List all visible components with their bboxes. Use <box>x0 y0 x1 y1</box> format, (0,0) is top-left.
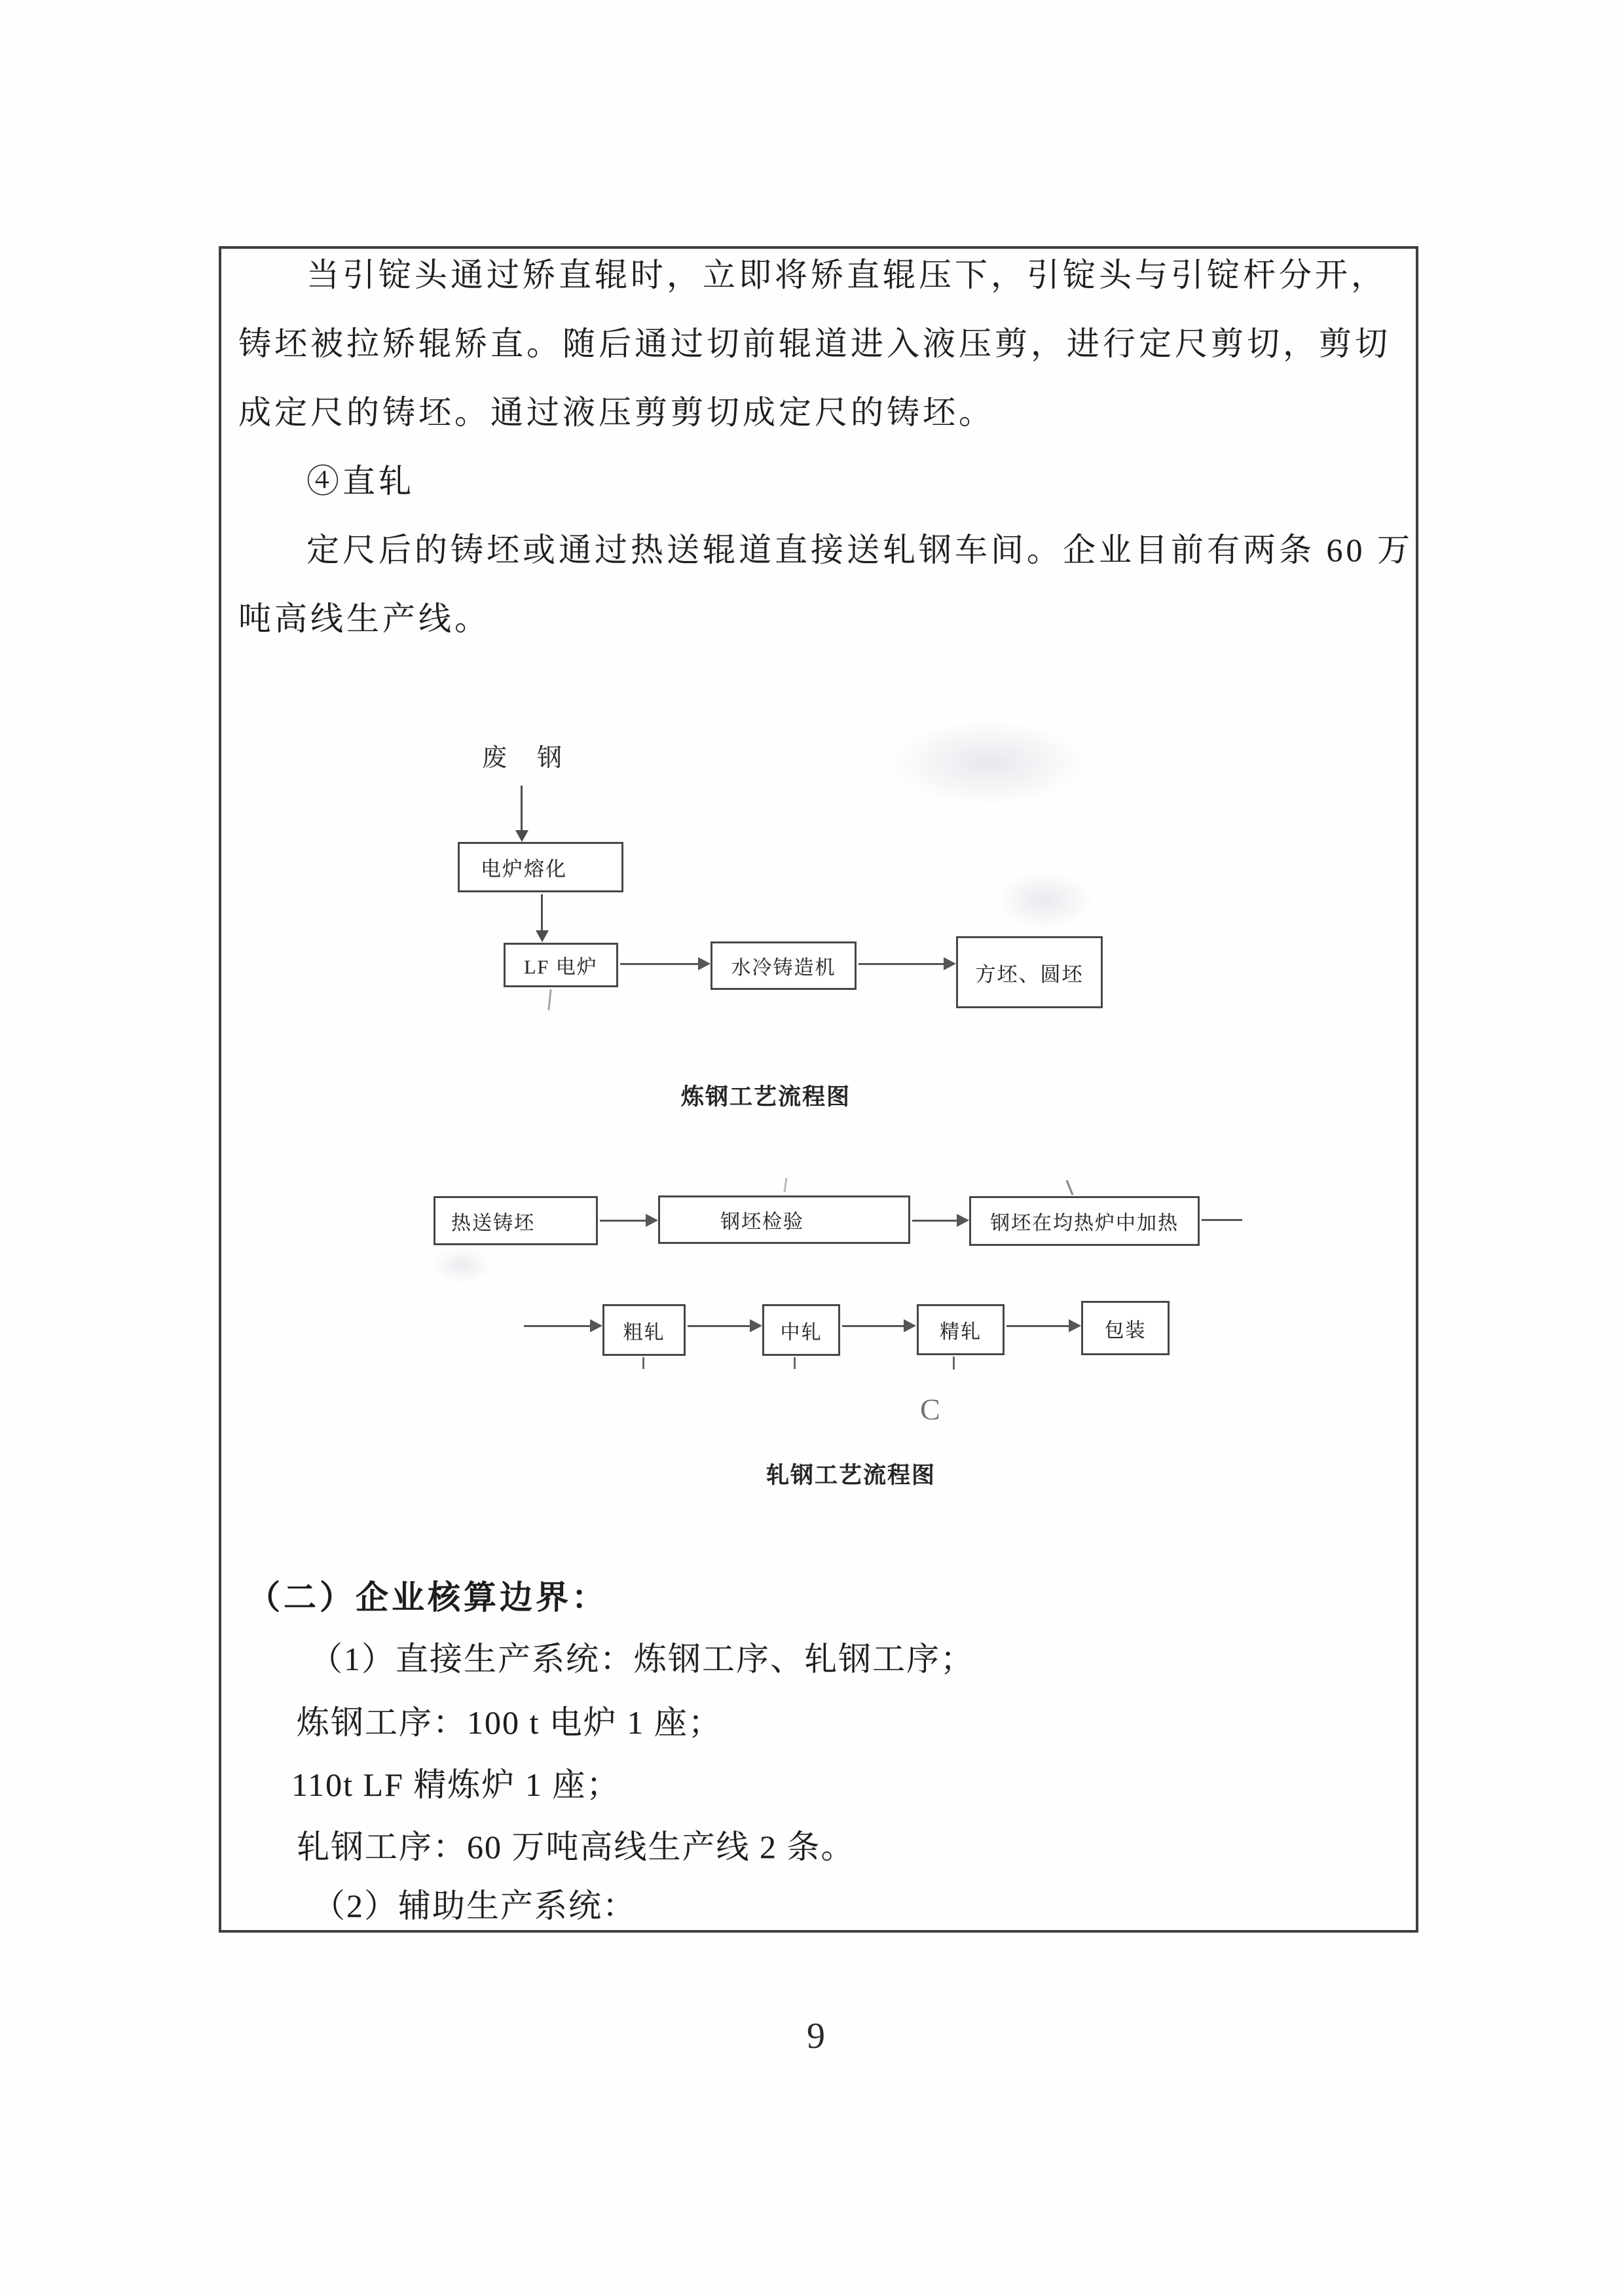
flow2-exit-line <box>1202 1219 1242 1221</box>
process-description-block <box>238 241 1413 653</box>
right-arrow-icon <box>944 957 956 970</box>
scan-artifact-c: C <box>920 1393 940 1426</box>
flow1-box-electric-furnace: 电炉熔化 <box>458 842 623 892</box>
flow2-box-finish-rolling: 精轧 <box>917 1304 1005 1355</box>
flow2-arrow-line <box>842 1325 904 1327</box>
right-arrow-icon <box>957 1214 969 1227</box>
flow2-box-rough-rolling: 粗轧 <box>602 1304 686 1356</box>
paragraph-line: 定尺后的铸坯或通过热送辊道直接送轧钢车间。企业目前有两条 60 万 <box>306 532 1413 568</box>
right-arrow-icon <box>590 1319 602 1332</box>
flow2-caption: 轧钢工艺流程图 <box>766 1463 936 1488</box>
flow2-box-intermediate-rolling: 中轧 <box>762 1304 840 1356</box>
boundary-item: 110t LF 精炼炉 1 座； <box>291 1766 621 1803</box>
flow2-box-billet-inspection: 钢坯检验 <box>658 1195 910 1244</box>
flow1-arrow-line <box>541 894 543 932</box>
flow2-arrow-line <box>912 1220 957 1222</box>
boundary-item: 轧钢工序：60 万吨高线生产线 2 条。 <box>297 1829 855 1865</box>
right-arrow-icon <box>1069 1319 1081 1332</box>
list-heading-zhiya: ④直轧 <box>306 463 415 500</box>
right-arrow-icon <box>750 1319 762 1332</box>
scan-mark <box>794 1357 796 1369</box>
flow2-arrow-line <box>524 1325 591 1327</box>
flow2-box-hot-billet: 热送铸坯 <box>434 1196 598 1245</box>
scan-mark <box>642 1357 644 1369</box>
paragraph-line: 当引锭头通过矫直辊时，立即将矫直辊压下，引锭头与引锭杆分开， <box>306 257 1387 293</box>
flow2-box-packing: 包装 <box>1081 1301 1170 1355</box>
flow1-box-water-cooled-caster: 水冷铸造机 <box>710 941 857 990</box>
flow1-box-billets: 方坯、圆坯 <box>956 936 1103 1008</box>
boundary-item: （1）直接生产系统：炼钢工序、轧钢工序； <box>310 1641 974 1677</box>
flow2-arrow-line <box>688 1325 750 1327</box>
boundary-item: 炼钢工序：100 t 电炉 1 座； <box>297 1704 722 1741</box>
scan-mark <box>953 1357 955 1370</box>
boundary-item: （2）辅助生产系统： <box>312 1887 637 1924</box>
flow1-arrow-line <box>620 963 699 965</box>
flow2-box-soaking-furnace: 钢坯在均热炉中加热 <box>969 1196 1200 1246</box>
flow1-caption: 炼钢工艺流程图 <box>681 1084 851 1110</box>
flow2-arrow-line <box>1006 1325 1069 1327</box>
right-arrow-icon <box>698 957 710 970</box>
boundary-heading: （二）企业核算边界： <box>248 1579 608 1616</box>
flow1-box-lf-furnace: LF 电炉 <box>504 943 618 987</box>
flow1-arrow-line <box>521 786 523 831</box>
down-arrow-icon <box>536 930 549 942</box>
right-arrow-icon <box>646 1214 658 1227</box>
page-number: 9 <box>807 2016 825 2056</box>
flow2-arrow-line <box>600 1220 646 1222</box>
paragraph-line: 成定尺的铸坯。通过液压剪剪切成定尺的铸坯。 <box>238 394 995 431</box>
right-arrow-icon <box>904 1319 916 1332</box>
down-arrow-icon <box>515 830 528 842</box>
flow1-input-label: 废 钢 <box>482 744 565 772</box>
paragraph-line: 铸坯被拉矫辊矫直。随后通过切前辊道进入液压剪，进行定尺剪切，剪切 <box>238 325 1391 362</box>
flow1-arrow-line <box>858 963 944 965</box>
paragraph-line: 吨高线生产线。 <box>238 600 490 637</box>
